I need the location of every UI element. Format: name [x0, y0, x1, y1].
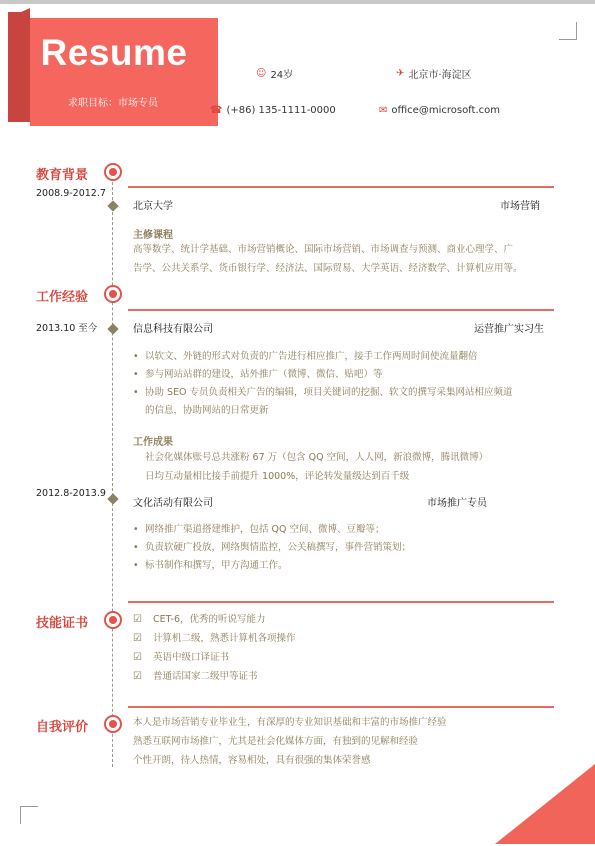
section-divider	[128, 186, 554, 188]
company-name: 文化活动有限公司	[133, 498, 213, 509]
dot-icon: •	[133, 387, 139, 398]
section-title-work: 工作经验	[36, 290, 89, 305]
major-name: 市场营销	[500, 201, 540, 212]
dot-icon	[133, 402, 145, 420]
company-name: 信息科技有限公司	[133, 324, 213, 335]
section-marker-icon	[104, 715, 122, 733]
email-text[interactable]: office@microsoft.com	[391, 105, 500, 116]
checkbox-icon: ☑	[133, 633, 142, 644]
list-item: • 协助 SEO 专员负责相关广告的编辑，项目关键词的挖掘、软文的撰写采集网站相应频道	[133, 384, 513, 402]
timeline-diamond-icon	[107, 200, 118, 211]
checkbox-icon: ☑	[133, 652, 142, 663]
timeline-line	[112, 182, 113, 767]
timeline-diamond-icon	[107, 493, 118, 504]
list-item: • 标书制作和撰写，甲方沟通工作。	[133, 557, 411, 575]
list-item: ☑ 英语中级口译证书	[133, 648, 296, 667]
section-divider	[128, 706, 554, 708]
section-marker-icon	[104, 163, 122, 181]
dot-icon: •	[133, 351, 139, 362]
resume-title: Resume	[40, 32, 188, 73]
job-date: 2012.8-2013.9	[36, 488, 106, 499]
courses-heading: 主修课程	[133, 230, 173, 241]
list-item: • 参与网站站群的建设，站外推广（微博、微信、贴吧）等	[133, 366, 513, 384]
list-item: ☑ CET-6，优秀的听说写能力	[133, 610, 296, 629]
section-marker-icon	[104, 611, 122, 629]
school-name: 北京大学	[133, 201, 173, 212]
dot-icon: •	[133, 369, 139, 380]
section-title-education: 教育背景	[36, 168, 89, 183]
courses-text	[133, 240, 523, 278]
envelope-icon: ✉	[379, 105, 388, 116]
section-title-skills: 技能证书	[36, 616, 89, 631]
self-evaluation-line: 个性开朗，待人热情，容易相处，具有很强的集体荣誉感	[133, 755, 371, 766]
courses-line: 告学、公共关系学、货币银行学、经济法、国际贸易、大学英语、经济数学、计算机应用等。	[133, 263, 523, 274]
job-position: 运营推广实习生	[474, 324, 544, 335]
email-info[interactable]	[379, 105, 500, 116]
section-title-self: 自我评价	[36, 720, 89, 735]
list-item: • 以软文、外链的形式对负责的广告进行相应推广，接手工作两周时间使流量翻倍	[133, 348, 513, 366]
location-text: 北京市·海淀区	[408, 70, 472, 81]
self-evaluation-line: 本人是市场营销专业毕业生，有深厚的专业知识基础和丰富的市场推广经验	[133, 717, 447, 728]
section-marker-icon	[104, 285, 122, 303]
airplane-icon: ✈	[396, 68, 405, 79]
section-divider	[128, 601, 554, 603]
location-info	[396, 66, 472, 81]
education-date: 2008.9-2012.7	[36, 188, 106, 199]
phone-text: (+86) 135-1111-0000	[226, 105, 336, 116]
job-objective: 求职目标：市场专员	[68, 98, 158, 109]
skills-list	[133, 610, 296, 686]
age-info	[256, 66, 293, 81]
self-evaluation-text	[133, 713, 447, 770]
timeline-diamond-icon	[107, 323, 118, 334]
smiley-icon: ☺	[256, 68, 267, 79]
checkbox-icon: ☑	[133, 671, 142, 682]
job-duties-list	[133, 521, 411, 575]
achievements-text	[145, 448, 488, 486]
list-item: 的信息，协助网站的日常更新	[133, 402, 513, 420]
phone-icon: ☎	[210, 105, 223, 116]
courses-line: 高等数学、统计学基础、市场营销概论、国际市场营销、市场调查与预测、商业心理学、广	[133, 244, 514, 255]
page-corner-mark	[20, 806, 38, 824]
dot-icon: •	[133, 542, 139, 553]
decorative-triangle	[495, 764, 595, 844]
dot-icon: •	[133, 524, 139, 535]
achievement-line: 社会化媒体账号总共涨粉 67 万（包含 QQ 空间，人人网，新浪微博，腾讯微博）	[145, 452, 489, 463]
checkbox-icon: ☑	[133, 614, 142, 625]
job-duties-list	[133, 348, 513, 420]
list-item: ☑ 普通话国家二级甲等证书	[133, 667, 296, 686]
self-evaluation-line: 熟悉互联网市场推广，尤其是社会化媒体方面，有独到的见解和经验	[133, 736, 419, 747]
resume-page	[0, 4, 595, 846]
page-corner-mark	[559, 22, 577, 40]
dot-icon: •	[133, 560, 139, 571]
section-divider	[128, 309, 554, 311]
achievements-heading: 工作成果	[133, 437, 173, 448]
list-item: • 网络推广渠道搭建维护，包括 QQ 空间、微博、豆瓣等；	[133, 521, 411, 539]
achievement-line: 日均互动量相比接手前提升 1000%，评论转发量级达到百千级	[145, 471, 410, 482]
phone-info	[210, 105, 336, 116]
job-position: 市场推广专员	[427, 498, 487, 509]
age-text: 24岁	[270, 70, 294, 81]
list-item: • 负责软硬广投放，网络舆情监控，公关稿撰写，事件营销策划；	[133, 539, 411, 557]
job-date: 2013.10 至今	[36, 323, 98, 334]
banner-fold	[8, 12, 30, 122]
list-item: ☑ 计算机二级，熟悉计算机各项操作	[133, 629, 296, 648]
